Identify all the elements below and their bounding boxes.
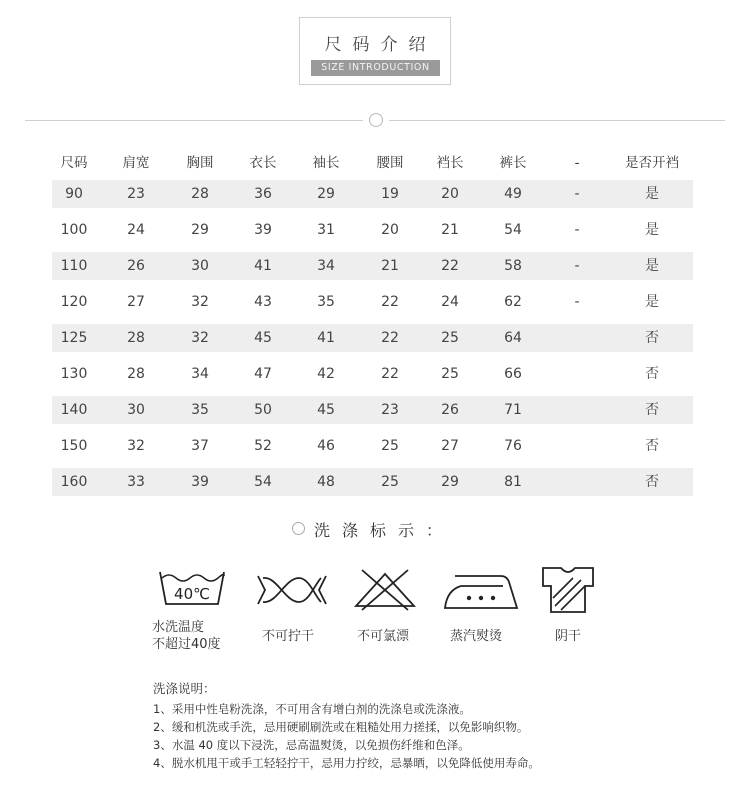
table-cell: 46 bbox=[317, 438, 335, 454]
circle-bullet-icon bbox=[292, 522, 305, 535]
table-cell: 71 bbox=[504, 402, 522, 418]
table-cell: 34 bbox=[191, 366, 209, 382]
no-wring-icon bbox=[255, 570, 329, 610]
table-cell: 27 bbox=[441, 438, 459, 454]
table-cell: 31 bbox=[317, 222, 335, 238]
table-cell: 130 bbox=[60, 366, 88, 382]
table-cell: 34 bbox=[317, 258, 335, 274]
table-cell: 20 bbox=[441, 186, 459, 202]
table-cell: 64 bbox=[504, 330, 522, 346]
table-cell: 29 bbox=[441, 474, 459, 490]
table-row bbox=[52, 468, 693, 496]
table-cell: 30 bbox=[127, 402, 145, 418]
table-cell: 81 bbox=[504, 474, 522, 490]
care-symbol-wash-40 bbox=[156, 566, 228, 612]
table-cell: 66 bbox=[504, 366, 522, 382]
column-header: 裤长 bbox=[499, 155, 527, 171]
table-cell: 35 bbox=[317, 294, 335, 310]
table-cell: 110 bbox=[60, 258, 88, 274]
table-row bbox=[52, 252, 693, 280]
no-bleach-icon bbox=[350, 566, 420, 612]
table-cell: 54 bbox=[504, 222, 522, 238]
title-en: SIZE INTRODUCTION bbox=[311, 60, 440, 76]
table-cell: 33 bbox=[127, 474, 145, 490]
table-cell: 27 bbox=[127, 294, 145, 310]
table-cell: 22 bbox=[381, 294, 399, 310]
table-cell: 50 bbox=[254, 402, 272, 418]
table-cell: 37 bbox=[191, 438, 209, 454]
table-cell: 25 bbox=[381, 438, 399, 454]
table-cell: 25 bbox=[441, 330, 459, 346]
table-row bbox=[52, 396, 693, 424]
table-cell: - bbox=[574, 186, 580, 202]
table-cell: 48 bbox=[317, 474, 335, 490]
table-cell: 22 bbox=[441, 258, 459, 274]
table-cell: 22 bbox=[381, 330, 399, 346]
table-cell: 32 bbox=[191, 330, 209, 346]
column-header: 胸围 bbox=[186, 155, 214, 171]
table-header-row bbox=[52, 148, 693, 178]
table-cell: 是 bbox=[645, 294, 659, 310]
table-row bbox=[52, 288, 693, 316]
table-cell: 25 bbox=[441, 366, 459, 382]
table-cell: 36 bbox=[254, 186, 272, 202]
table-row bbox=[52, 360, 693, 388]
table-cell: 否 bbox=[645, 438, 659, 454]
no-wring-label: 不可拧干 bbox=[262, 629, 315, 644]
wash-temp-label bbox=[152, 619, 221, 653]
column-header: 衣长 bbox=[249, 155, 277, 171]
table-cell: - bbox=[574, 258, 580, 274]
table-cell: 160 bbox=[60, 474, 88, 490]
table-row bbox=[52, 324, 693, 352]
divider-line-right bbox=[389, 120, 725, 121]
table-cell: 28 bbox=[191, 186, 209, 202]
table-cell: 41 bbox=[317, 330, 335, 346]
table-cell: 29 bbox=[317, 186, 335, 202]
wash-note-item: 1、采用中性皂粉洗涤，不可用含有增白剂的洗涤皂或洗涤液。 bbox=[153, 702, 471, 716]
table-cell: 41 bbox=[254, 258, 272, 274]
column-header: 是否开裆 bbox=[625, 155, 679, 171]
table-body bbox=[52, 180, 693, 496]
table-cell: 30 bbox=[191, 258, 209, 274]
table-cell: 39 bbox=[191, 474, 209, 490]
care-symbol-no-wring bbox=[255, 570, 329, 610]
table-row bbox=[52, 432, 693, 460]
table-cell: 24 bbox=[127, 222, 145, 238]
table-cell: 45 bbox=[317, 402, 335, 418]
table-cell: 58 bbox=[504, 258, 522, 274]
table-cell: 23 bbox=[127, 186, 145, 202]
table-cell: 19 bbox=[381, 186, 399, 202]
wash-note-item: 3、水温 40 度以下浸洗，忌高温熨烫，以免损伤纤维和色泽。 bbox=[153, 738, 470, 752]
size-intro-title-box bbox=[299, 17, 451, 85]
no-bleach-label: 不可氯漂 bbox=[357, 629, 410, 644]
table-cell: 20 bbox=[381, 222, 399, 238]
table-cell: 125 bbox=[60, 330, 88, 346]
table-cell: 否 bbox=[645, 330, 659, 346]
table-cell: 39 bbox=[254, 222, 272, 238]
table-cell: 32 bbox=[191, 294, 209, 310]
table-cell: 是 bbox=[645, 258, 659, 274]
table-cell: 90 bbox=[65, 186, 83, 202]
table-cell: 45 bbox=[254, 330, 272, 346]
table-cell: 26 bbox=[441, 402, 459, 418]
table-cell: 42 bbox=[317, 366, 335, 382]
table-cell: 26 bbox=[127, 258, 145, 274]
column-header: 袖长 bbox=[312, 155, 340, 171]
wash-notes-title: 洗涤说明： bbox=[153, 681, 216, 696]
wash-temp-label-line2: 不超过40度 bbox=[152, 637, 221, 652]
table-cell: 24 bbox=[441, 294, 459, 310]
shade-dry-label: 阴干 bbox=[555, 629, 582, 644]
wash-tub-40-icon bbox=[156, 566, 228, 612]
table-cell: - bbox=[574, 294, 580, 310]
table-cell: 54 bbox=[254, 474, 272, 490]
table-cell: 76 bbox=[504, 438, 522, 454]
table-cell: 62 bbox=[504, 294, 522, 310]
table-cell: 21 bbox=[441, 222, 459, 238]
table-cell: 35 bbox=[191, 402, 209, 418]
divider-circle bbox=[369, 113, 383, 127]
wash-notes bbox=[153, 680, 540, 772]
table-cell: 是 bbox=[645, 222, 659, 238]
size-table bbox=[52, 148, 693, 504]
care-symbol-shade-dry bbox=[541, 566, 595, 614]
table-cell: 28 bbox=[127, 330, 145, 346]
wash-temp-label-line1: 水洗温度 bbox=[152, 620, 205, 635]
column-header: 尺码 bbox=[60, 155, 88, 171]
shade-dry-icon bbox=[541, 566, 595, 614]
table-cell: - bbox=[574, 222, 580, 238]
table-cell: 28 bbox=[127, 366, 145, 382]
column-header: 肩宽 bbox=[122, 155, 150, 171]
wash-note-item: 2、缓和机洗或手洗，忌用硬刷刷洗或在粗糙处用力搓揉，以免影响织物。 bbox=[153, 720, 529, 734]
wash-temp-text: 40℃ bbox=[174, 585, 210, 603]
care-symbol-no-bleach bbox=[350, 566, 420, 612]
table-cell: 100 bbox=[60, 222, 88, 238]
column-header: 裆长 bbox=[436, 155, 464, 171]
table-cell: 25 bbox=[381, 474, 399, 490]
table-cell: 52 bbox=[254, 438, 272, 454]
table-cell: 21 bbox=[381, 258, 399, 274]
table-cell: 否 bbox=[645, 366, 659, 382]
table-row bbox=[52, 180, 693, 208]
wash-section-title-text: 洗涤标示： bbox=[314, 521, 455, 540]
column-header: 腰围 bbox=[376, 155, 404, 171]
table-cell: 49 bbox=[504, 186, 522, 202]
title-cn: 尺码介绍 bbox=[324, 35, 437, 55]
care-symbol-steam-iron bbox=[443, 568, 519, 612]
table-cell: 23 bbox=[381, 402, 399, 418]
table-row bbox=[52, 216, 693, 244]
steam-iron-label: 蒸汽熨烫 bbox=[450, 629, 503, 644]
table-cell: 否 bbox=[645, 402, 659, 418]
table-cell: 29 bbox=[191, 222, 209, 238]
table-cell: 140 bbox=[60, 402, 88, 418]
divider-line-left bbox=[25, 120, 363, 121]
table-cell: 32 bbox=[127, 438, 145, 454]
steam-iron-icon bbox=[443, 568, 519, 612]
column-header: - bbox=[574, 155, 580, 171]
table-cell: 120 bbox=[60, 294, 88, 310]
table-cell: 是 bbox=[645, 186, 659, 202]
table-cell: 43 bbox=[254, 294, 272, 310]
table-cell: 47 bbox=[254, 366, 272, 382]
table-cell: 22 bbox=[381, 366, 399, 382]
table-cell: 150 bbox=[60, 438, 88, 454]
table-cell: 否 bbox=[645, 474, 659, 490]
wash-note-item: 4、脱水机甩干或手工轻轻拧干，忌用力拧绞，忌暴晒，以免降低使用寿命。 bbox=[153, 756, 540, 770]
